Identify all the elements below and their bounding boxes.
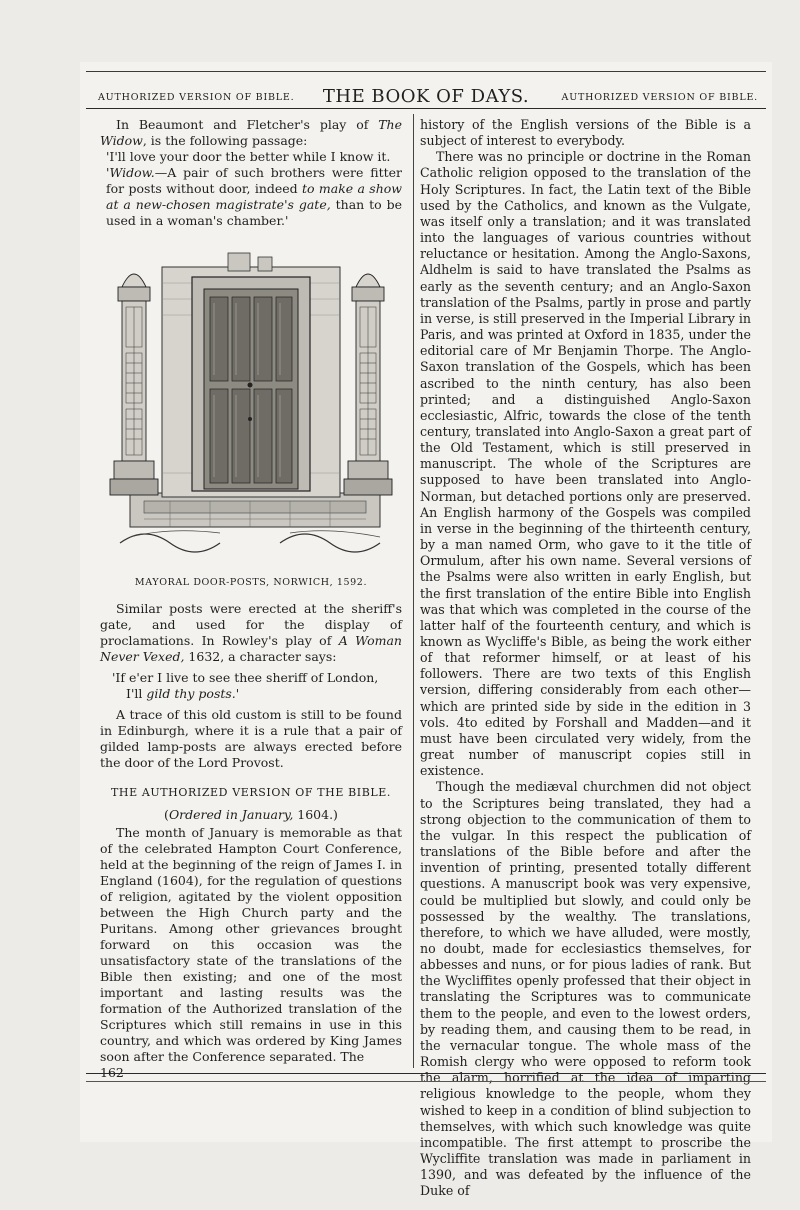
top-rule bbox=[86, 71, 766, 72]
header-rule bbox=[86, 108, 766, 109]
door-posts-illustration bbox=[100, 243, 402, 567]
running-header bbox=[86, 86, 766, 106]
sheriff-paragraph: Similar posts were erected at the sheriff's gate, and used for the display of proclamations. In Rowley's play of A Woman Never Vexed, 1632, a character says: bbox=[100, 601, 402, 664]
catholic-translation-paragraph: There was no principle or doctrine in the Roman Catholic religion opposed to the translation of the Holy Scriptures. In fact, the Latin text of the Bible used by the Catholics, and known as the Vulgate, was itself only a translation; and it was translated into the languages of various countries without reluctance or hesitation. Among the Anglo-Saxons, Aldhelm is said to have translated the Psalms as early as the seventh century; and an Anglo-Saxon translation of the Psalms, partly in prose and partly in verse, is still preserved in the Imperial Library in Paris, and was printed at Oxford in 1835, under the editorial care of Mr Benjamin Thorpe. The Anglo-Saxon translation of the Gospels, which has been ascribed to the ninth century, has also been printed; and a distinguished Anglo-Saxon ecclesiastic, Alfric, towards the close of the tenth century, translated into Anglo-Saxon a great part of the Old Testament, which is still preserved in manuscript. The whole of the Scriptures are supposed to have been translated into Anglo-Norman, but detached portions only are preserved. An English harmony of the Gospels was compiled in verse in the beginning of the thirteenth century, by a man named Orm, who gave to it the title of Ormulum, after his own name. Several versions of the Psalms were also written in early English, but the first translation of the entire Bible into English was that which was completed in the course of the latter half of the fourteenth century, and which is known as Wycliffe's Bible, as being the work either of that reformer himself, or at least of his followers. There are two texts of this English version, differing considerably from each other—which are printed side by side in the edition in 3 vols. 4to edited by Forshall and Madden—and it must have been circulated very widely, from the great number of manuscript copies still in existence. bbox=[420, 149, 751, 779]
left-column bbox=[100, 117, 402, 1081]
column-divider bbox=[413, 114, 414, 1068]
section-title: THE AUTHORIZED VERSION OF THE BIBLE. bbox=[110, 786, 392, 799]
history-paragraph: history of the English versions of the Bible is a subject of interest to everybody. bbox=[420, 117, 751, 149]
verse-line-2: I'll gild thy posts.' bbox=[126, 686, 240, 701]
figure-caption: MAYORAL DOOR-POSTS, NORWICH, 1592. bbox=[134, 577, 368, 588]
edinburgh-paragraph: A trace of this old custom is still to be found in Edinburgh, where it is a rule that a pair of gilded lamp-posts are always erected before the door of the Lord Provost. bbox=[100, 707, 402, 770]
header-left: AUTHORIZED VERSION OF BIBLE. bbox=[98, 92, 295, 103]
section-subtitle: (Ordered in January, 1604.) bbox=[164, 807, 338, 822]
header-title: THE BOOK OF DAYS. bbox=[322, 86, 530, 107]
quote-line-1: 'I'll love your door the better while I know it. bbox=[106, 149, 391, 164]
right-column bbox=[420, 117, 751, 1199]
bottom-rule bbox=[86, 1073, 766, 1074]
january-paragraph: The month of January is memorable as that of the celebrated Hampton Court Conference, held at the beginning of the reign of James I. in England (1604), for the regulation of questions of religion, agitated by the violent opposition between the High Church party and the Puritans. Among other grievances brought forward on this occasion was the unsatisfactory state of the translations of the Bible then existing; and one of the most important and lasting results was the formation of the Authorized translation of the Scriptures which still remains in use in this country, and which was ordered by King James soon after the Conference separated. The bbox=[100, 825, 402, 1064]
mediaeval-churchmen-paragraph: Though the mediæval churchmen did not object to the Scriptures being translated, they had a strong objection to the communication of them to the vulgar. In this respect the publication of translations of the Bible before and after the invention of printing, presented totally different questions. A manuscript book was very expensive, could be multiplied but slowly, and could only be possessed by the wealthy. The translations, therefore, to which we have alluded, were mostly, no doubt, made for ecclesiastics themselves, for abbesses and nuns, or for pious ladies of rank. But the Wycliffites openly professed that their object in translating the Scriptures was to communicate them to the people, and even to the lowest orders, by reading them, and causing them to be read, in the vernacular tongue. The whole mass of the Romish clergy who were opposed to reform took the alarm, horrified at the idea of imparting religious knowledge to the people, whom they wished to keep in a condition of blind subjection to themselves, with which such knowledge was quite incompatible. The first attempt to proscribe the Wycliffite translation was made in parliament in 1390, and was defeated by the influence of the Duke of bbox=[420, 779, 751, 1199]
intro-paragraph: In Beaumont and Fletcher's play of The Widow, is the following passage: bbox=[100, 117, 402, 148]
verse-line-1: 'If e'er I live to see thee sheriff of London, bbox=[112, 670, 379, 685]
quote-line-2: 'Widow.—A pair of such brothers were fitter for posts without door, indeed to make a show at a new-chosen magistrate's gate, than to be used in a woman's chamber.' bbox=[106, 165, 402, 228]
page-number: 162 bbox=[100, 1065, 124, 1080]
bottom-rule-2 bbox=[86, 1081, 766, 1082]
header-right: AUTHORIZED VERSION OF BIBLE. bbox=[561, 92, 758, 103]
